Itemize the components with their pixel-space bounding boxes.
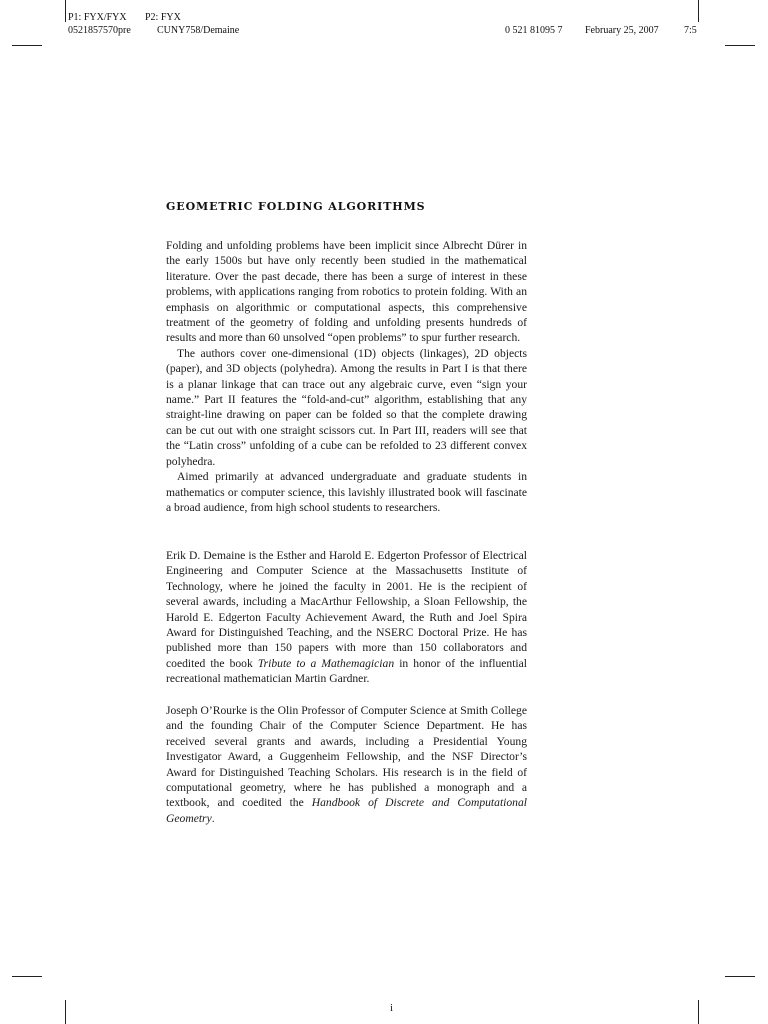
header-line2-mid: CUNY758/Demaine [157,25,240,36]
description-paragraph-3: Aimed primarily at advanced undergraduate and graduate students in mathematics or computer science, this lavishly illustrated book will fascinate a broad audience, from high school students to researchers. [166,470,527,514]
book-title: GEOMETRIC FOLDING ALGORITHMS [166,200,426,213]
crop-mark-top-left-v [65,0,66,22]
description-paragraph-2: The authors cover one-dimensional (1D) objects (linkages), 2D objects (paper), and 3D objects (polyhedra). Among the results in Part I is that there is a planar linkage that can trace out any algebraic curve, even “sign your name.” Part II features the “fold-and-cut” algorithm, establishing that any straight-line drawing on paper can be folded so that the complete drawing can be cut out with one straight scissors cut. In Part III, readers will see that the “Latin cross” unfolding of a cube can be refolded to 23 different convex polyhedra. [166,346,527,468]
book-description [166,238,527,515]
description-paragraph-1: Folding and unfolding problems have been implicit since Albrecht Dürer in the early 1500s but have only recently been studied in the mathematical literature. Over the past decade, there has been a surge of interest in these problems, with applications ranging from robotics to protein folding. With an emphasis on algorithmic or computational aspects, this comprehensive treatment of the geometry of folding and unfolding presents hundreds of results and more than 60 unsolved “open problems” to spur further research. [166,239,527,345]
crop-mark-bottom-right-v [698,1000,699,1024]
demaine-book-title: Tribute to a Mathemagician [257,656,395,670]
orourke-bio-text-end: . [211,811,215,825]
header-line2-left: 0521857570pre [68,25,131,36]
header-time: 7:5 [684,25,697,36]
demaine-bio-text: Erik D. Demaine is the Esther and Harold E. Edgerton Professor of Electrical Engineering and Computer Science at the Massachusetts Institute of Technology, where he joined the faculty in 2001. He is the recipient of several awards, including a MacArthur Fellowship, a Sloan Fellowship, the Harold E. Edgerton Faculty Achievement Award, the Ruth and Joel Spira Award for Distinguished Teaching, and the NSERC Doctoral Prize. He has published more than 150 papers with more than 150 collaborators and coedited the book [166,549,527,670]
crop-mark-bottom-right-h [725,976,755,977]
crop-mark-top-left-h [12,45,42,46]
crop-mark-bottom-left-v [65,1000,66,1024]
header-date: February 25, 2007 [585,25,659,36]
crop-mark-top-right-v [698,0,699,22]
crop-mark-bottom-left-h [12,976,42,977]
author-bio-demaine [166,548,527,687]
demaine-bio-text-end: in honor of the influential recreational mathematician Martin Gardner. [166,656,527,686]
crop-mark-top-right-h [725,45,755,46]
header-line1-mid: P2: FYX [145,12,181,23]
header-line1-left: P1: FYX/FYX [68,12,127,23]
page-number: i [390,1002,394,1014]
demaine-bio-paragraph [166,548,527,687]
orourke-bio-paragraph [166,703,527,826]
orourke-book-title: Handbook of Discrete and Computational Geometry [166,796,527,825]
header-isbn: 0 521 81095 7 [505,25,563,36]
orourke-bio-text: Joseph O’Rourke is the Olin Professor of Computer Science at Smith College and the founding Chair of the Computer Science Department. He has received several grants and awards, including a Presidential Young Investigator Award, a Guggenheim Fellowship, and the NSF Director’s Award for Distinguished Teaching Scholars. His research is in the field of computational geometry, where he has published a monograph and a textbook, and coedited the [166,704,527,810]
author-bio-orourke [166,703,527,826]
